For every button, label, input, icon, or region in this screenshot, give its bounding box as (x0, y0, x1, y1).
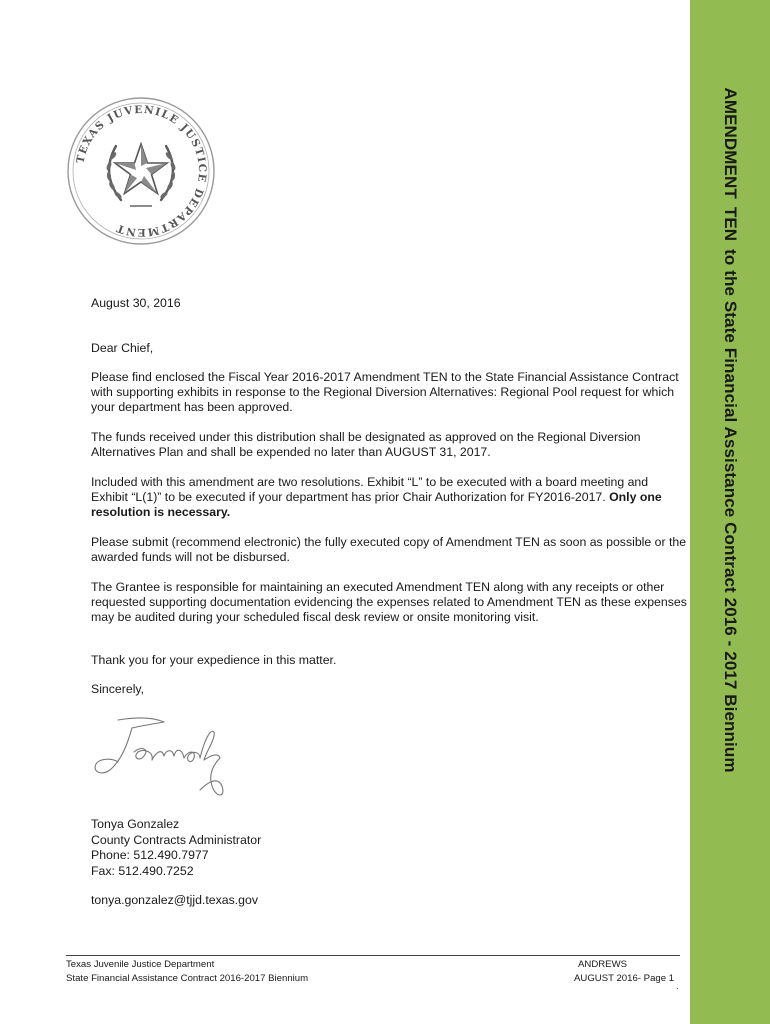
paragraph-5: The Grantee is responsible for maintaining an executed Amendment TEN along with any receipts or other requested supporting documentation evidencing the expenses related to Amendment TEN as these expenses may be audited during your scheduled fiscal desk review or onsite monitoring visit. (91, 580, 687, 624)
signer-name: Tonya Gonzalez (91, 817, 180, 831)
footer-county: ANDREWS (578, 959, 628, 970)
thanks-line: Thank you for your expedience in this matter. (91, 653, 337, 667)
paragraph-3-emphasis: Only one resolution is necessary. (91, 490, 662, 519)
footer-organization: Texas Juvenile Justice Department (66, 959, 215, 970)
signer-block (91, 817, 261, 879)
paragraph-3 (91, 475, 687, 520)
signer-phone: Phone: 512.490.7977 (91, 848, 209, 862)
footer-mark (677, 988, 678, 989)
salutation: Dear Chief, (91, 341, 154, 355)
signer-fax: Fax: 512.490.7252 (91, 863, 194, 878)
footer-right (574, 958, 674, 985)
signer-title: County Contracts Administrator (91, 832, 262, 847)
paragraph-3-text: Included with this amendment are two resolutions. Exhibit “L” to be executed with a board meeting and Exhibit “L(1)” to be executed if your department has prior Chair Authorization for FY2016-2017. (91, 475, 649, 504)
signer-email[interactable]: tonya.gonzalez@tjjd.texas.gov (91, 893, 258, 907)
footer-page-number: AUGUST 2016- Page 1 (574, 972, 675, 984)
letter-date: August 30, 2016 (91, 296, 181, 310)
signature-image (88, 712, 238, 807)
closing: Sincerely, (91, 682, 145, 696)
banner-title: AMENDMENTTENto the State Financial Assistance Contract 2016 - 2017 Biennium (721, 87, 740, 773)
paragraph-1: Please find enclosed the Fiscal Year 2016-2017 Amendment TEN to the State Financial Assistance Contract with supporting exhibits in response to the Regional Diversion Alternatives: Regional Pool request for which your department has been approved. (91, 370, 679, 414)
paragraph-2: The funds received under this distribution shall be designated as approved on the Regional Diversion Alternatives Plan and shall be expended no later than AUGUST 31, 2017. (91, 430, 641, 459)
letter-body (91, 296, 687, 697)
svg-text:TEXAS JUVENILE JUSTICE DEPARTM: TEXAS JUVENILE JUSTICE DEPARTMENT (74, 103, 209, 239)
footer-divider (66, 955, 680, 956)
paragraph-4: Please submit (recommend electronic) the fully executed copy of Amendment TEN as soon as possible or the awarded funds will not be disbursed. (91, 535, 687, 564)
footer-contract: State Financial Assistance Contract 2016-2017 Biennium (66, 972, 309, 984)
star-seal-icon (66, 96, 216, 246)
footer-left (66, 958, 308, 985)
